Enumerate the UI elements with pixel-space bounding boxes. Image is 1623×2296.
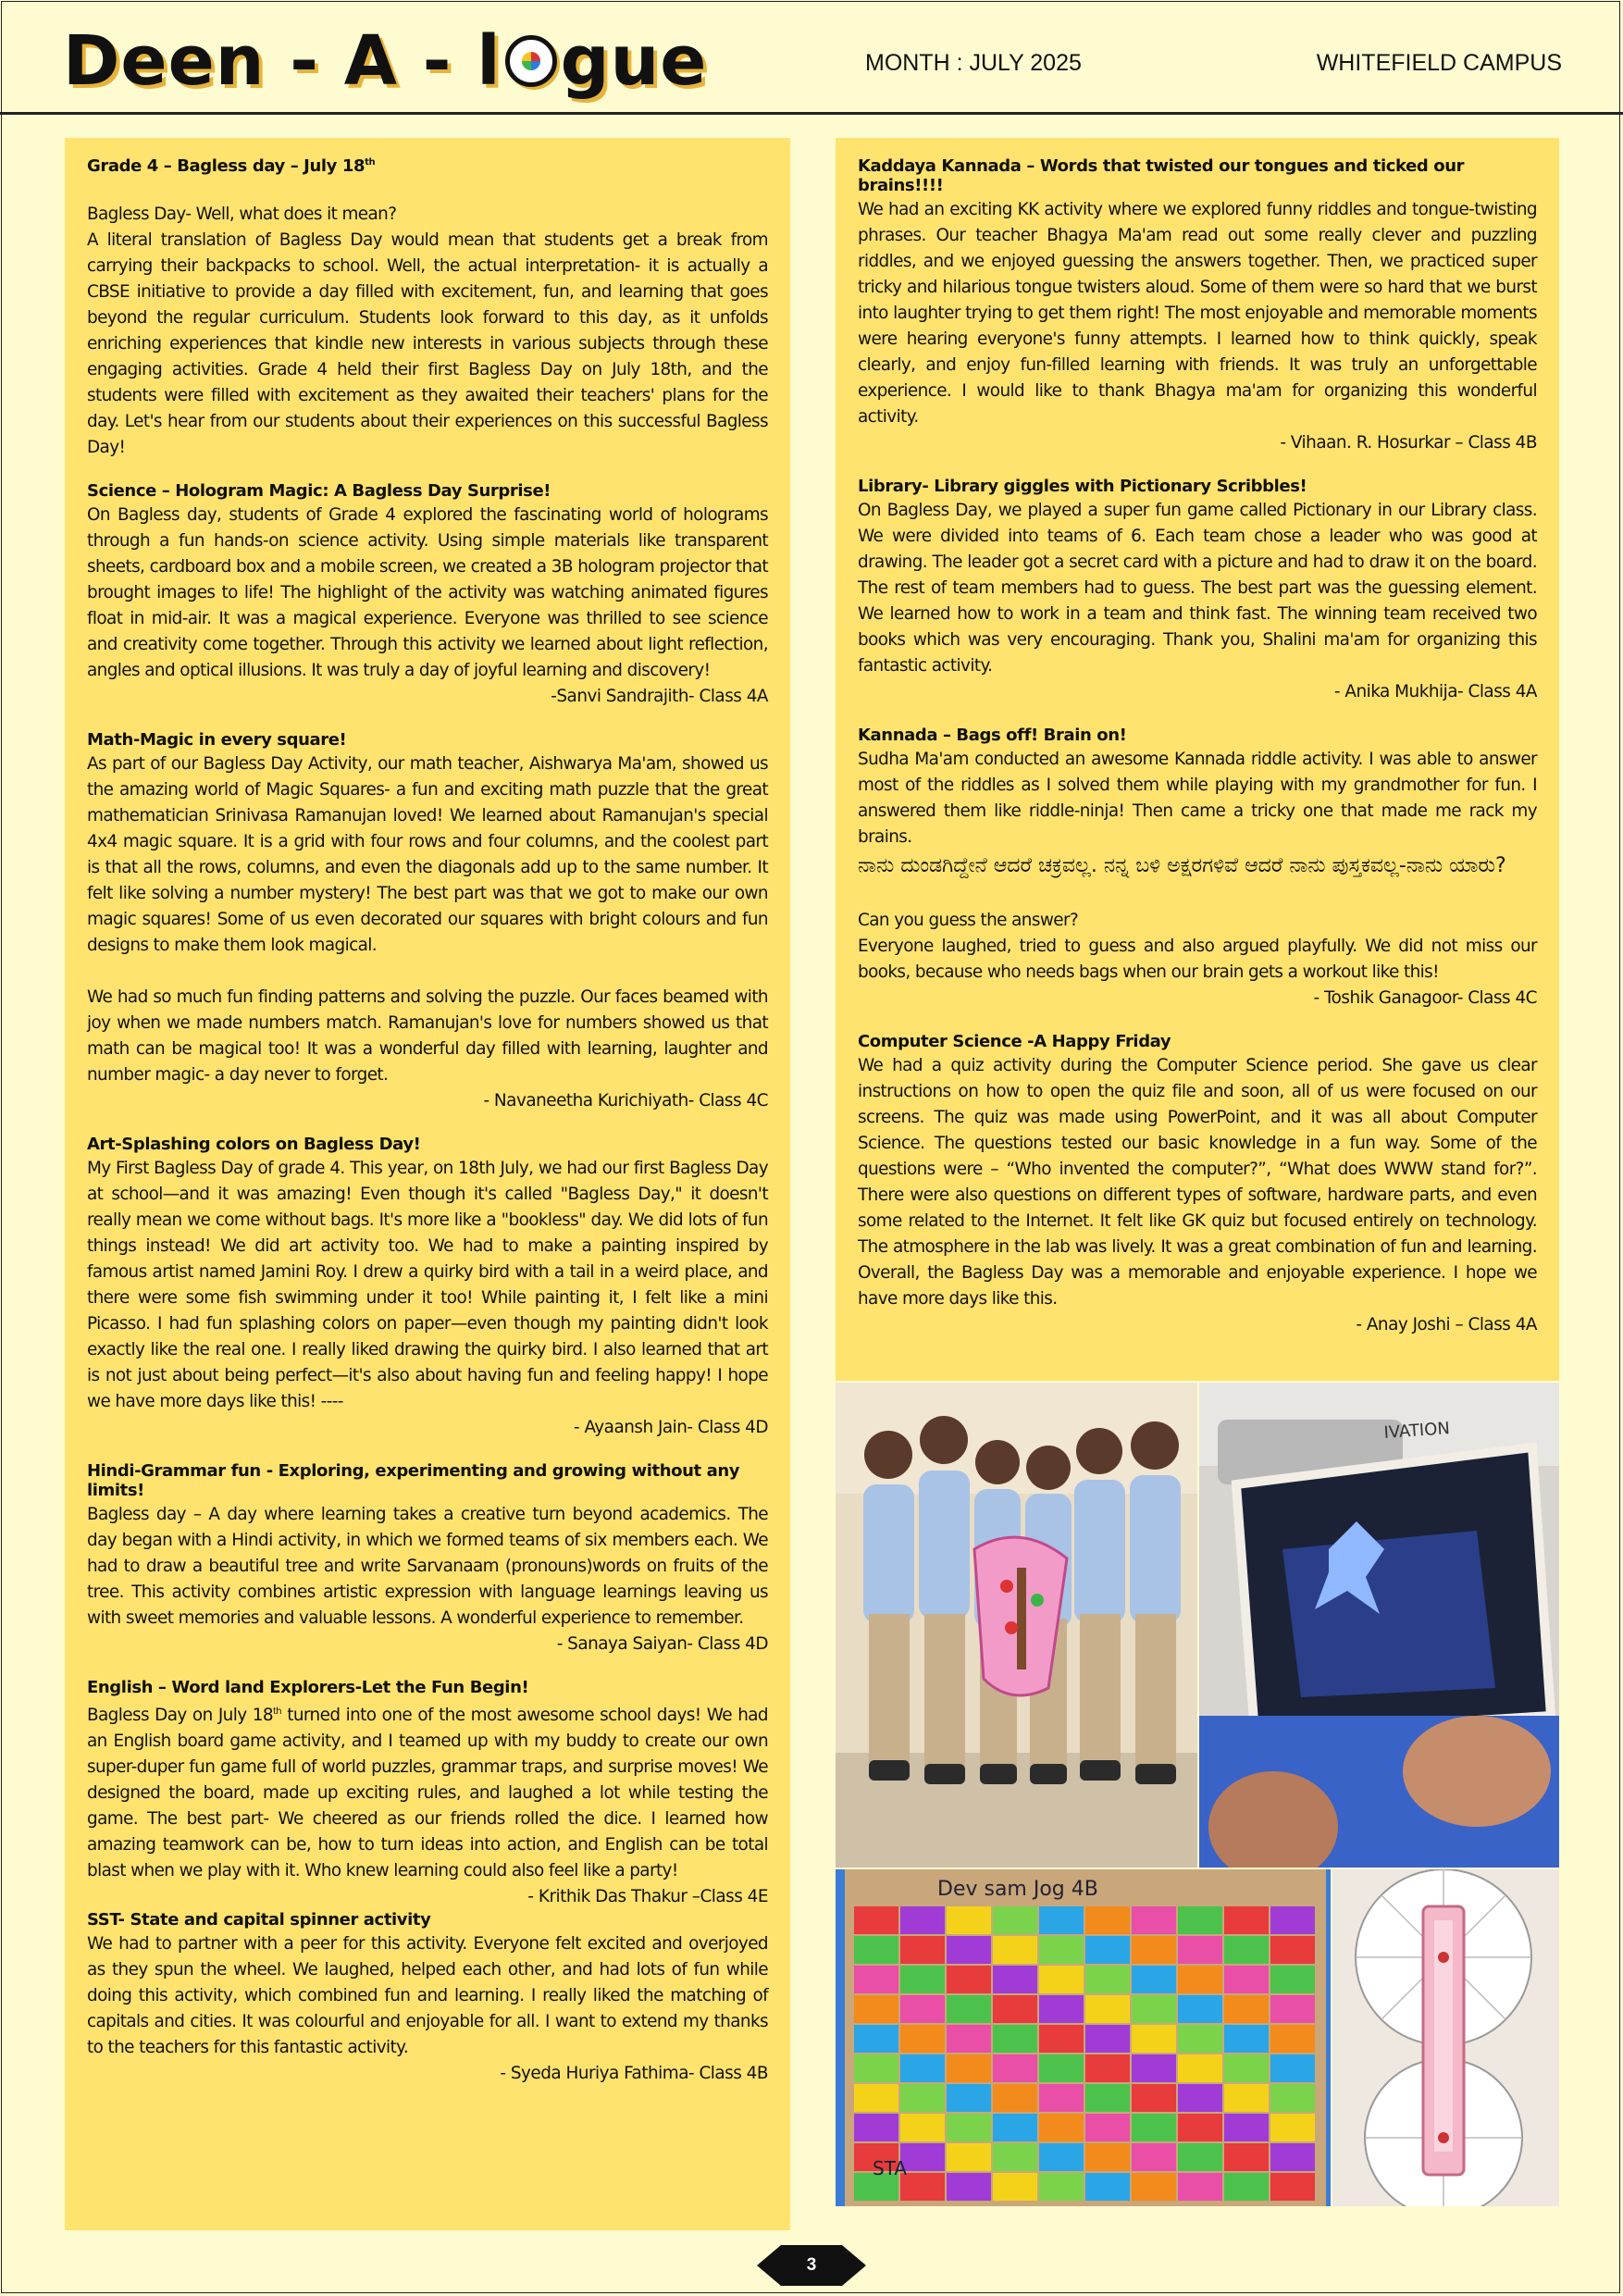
board-square: [947, 1995, 991, 2023]
board-square: [854, 1936, 898, 1964]
board-square: [1178, 1936, 1222, 1964]
board-square: [900, 1936, 945, 1964]
article-author: - Anay Joshi – Class 4A: [1356, 1315, 1537, 1334]
board-square: [900, 2173, 945, 2201]
board-square: [947, 2054, 991, 2082]
board-square: [1039, 2143, 1084, 2171]
article-body: Bagless Day on July 18th turned into one of the most awesome school days! We had an English board game activity, and I teamed up with my buddy to create our own super-duper fun game full of world puzzles, grammar traps, and surprise moves! We designed the board, made up exciting rules, and laughed a lot while testing the game. The best part- We cheered as our friends rolled the dice. I learned how amazing teamwork can be, how to turn ideas into action, and English can be total blast when we play with it. Who knew learning could also feel like a party!: [87, 1706, 769, 1881]
article-computer-science: [858, 1032, 1537, 1338]
article-kaddaya-kannada: [858, 156, 1537, 456]
board-square: [1039, 2173, 1084, 2201]
board-square: [854, 1966, 898, 1993]
board-square: [993, 2143, 1037, 2171]
photo-capital-spinner: [1332, 1869, 1559, 2206]
board-square: [1085, 2114, 1130, 2141]
board-square: [1224, 1906, 1269, 1934]
board-square: [1132, 2054, 1176, 2082]
article-hindi: [87, 1461, 768, 1657]
article-title: English – Word land Explorers-Let the Fun Begin!: [87, 1678, 529, 1697]
board-square: [993, 1966, 1037, 1993]
board-square: [993, 1995, 1037, 2023]
board-square: [900, 1966, 945, 1993]
article-body: My First Bagless Day of grade 4. This year, on 18th July, we had our first Bagless Day at school—and it was amazing! Even though it's called "Bagless Day," it doesn't really mean we come without bags. It's more like a "bookless" day. We did lots of fun things instead! We did art activity too. We had to make a painting inspired by famous artist named Jamini Roy. I drew a quirky bird with a tail in a weird place, and there were some fish swimming under it too! While painting it, I felt like a mini Picasso. I had fun splashing colors on paper—even though my painting didn't look exactly like the real one. I really liked drawing the quirky bird. I also learned that art is not just about being perfect—it's also about having fun and feeling happy! I hope we have more days like this! ----: [87, 1159, 768, 1411]
article-author: - Syeda Huriya Fathima- Class 4B: [500, 2064, 768, 2084]
board-square: [947, 2114, 991, 2141]
board-square: [1270, 2173, 1315, 2201]
board-square: [900, 2025, 945, 2053]
board-title: Dev sam Jog 4B: [937, 1878, 1098, 1901]
board-square: [854, 1995, 898, 2023]
board-square: [900, 2114, 945, 2141]
board-square: [1132, 1966, 1176, 1993]
photo-collage: [836, 1383, 1559, 2206]
article-author: - Krithik Das Thakur –Class 4E: [527, 1887, 768, 1907]
article-body: On Bagless Day, we played a super fun game called Pictionary in our Library class. We were divided into teams of 6. Each team chose a leader who was good at drawing. The leader got a secret card with a picture and had to draw it on the board. The rest of team members had to guess. The best part was the guessing element. We learned how to work in a team and think fast. The winning team received two books which was very encouraging. Thank you, Shalini ma'am for organizing this fantastic activity.: [858, 501, 1537, 676]
board-square: [1085, 2084, 1130, 2112]
article-body: On Bagless day, students of Grade 4 explored the fascinating world of holograms through a fun hands-on science activity. Using simple materials like transparent sheets, cardboard box and a mobile screen, we created a 3B hologram projector that brought images to life! The highlight of the activity was watching animated figures float in mid-air. It was a magical experience. Everyone was thrilled to see science and creativity come together. Through this activity we learned about light reflection, angles and optical illusions. It was truly a day of joyful learning and discovery!: [87, 505, 768, 680]
board-square: [1132, 1906, 1176, 1934]
article-title: SST- State and capital spinner activity: [87, 1910, 431, 1930]
right-column: [836, 138, 1559, 1381]
board-square: [1224, 2173, 1269, 2201]
article-author: -Sanvi Sandrajith- Class 4A: [551, 687, 768, 706]
board-square: [1178, 2114, 1222, 2141]
board-square: [1039, 1906, 1084, 1934]
board-square: [1132, 2084, 1176, 2112]
board-square: [1132, 1936, 1176, 1964]
article-intro: [87, 156, 768, 461]
left-column: [65, 138, 790, 2230]
article-lead: Bagless Day- Well, what does it mean?: [87, 205, 397, 224]
article-title: Library- Library giggles with Pictionary Scribbles!: [858, 477, 1307, 496]
board-square: [1270, 1936, 1315, 1964]
board-square: [1178, 2173, 1222, 2201]
board-square: [854, 1906, 898, 1934]
article-author: - Ayaansh Jain- Class 4D: [573, 1418, 768, 1437]
board-square: [1039, 2054, 1084, 2082]
article-author: - Sanaya Saiyan- Class 4D: [556, 1634, 768, 1654]
article-body: Everyone laughed, tried to guess and also argued playfully. We did not miss our books, because who needs bags when our brain gets a workout like this!: [858, 937, 1537, 982]
article-art: [87, 1135, 768, 1441]
board-square: [1178, 1995, 1222, 2023]
board-square: [1270, 2084, 1315, 2112]
article-author: - Navaneetha Kurichiyath- Class 4C: [483, 1091, 768, 1111]
board-square: [1085, 2143, 1130, 2171]
article-sst: [87, 1910, 768, 2087]
article-library: [858, 477, 1537, 705]
board-square: [1224, 2025, 1269, 2053]
board-square: [900, 2054, 945, 2082]
board-square: [947, 1966, 991, 1993]
board-square: [1085, 1966, 1130, 1993]
school-emblem-icon: [505, 35, 557, 87]
newsletter-logo: [63, 17, 707, 105]
article-math: [87, 730, 768, 1114]
board-square: [1039, 2084, 1084, 2112]
board-square: [1224, 1936, 1269, 1964]
article-body: We had an exciting KK activity where we explored funny riddles and tongue-twisting phrases. Our teacher Bhagya Ma'am read out some really clever and puzzling riddles, and we enjoyed guessing the answers together. Then, we practiced super tricky and hilarious tongue twisters aloud. Some of them were so hard that we burst into laughter trying to get them right! The most enjoyable and memorable moments were hearing everyone's funny attempts. I learned how to think quickly, speak clearly, and enjoy fun-filled learning with friends. It was truly an unforgettable experience. I would like to thank Bhagya ma'am for organizing this wonderful activity.: [858, 200, 1537, 427]
board-square: [1039, 1995, 1084, 2023]
article-title: Math-Magic in every square!: [87, 730, 347, 750]
board-square: [993, 1936, 1037, 1964]
board-square: [1224, 2143, 1269, 2171]
board-square: [1132, 2025, 1176, 2053]
board-square: [1085, 2173, 1130, 2201]
board-square: [1039, 2114, 1084, 2141]
logo-text-end: gue: [560, 21, 708, 101]
article-title: Hindi-Grammar fun - Exploring, experimenting and growing without any limits!: [87, 1461, 740, 1500]
article-title: Science – Hologram Magic: A Bagless Day Surprise!: [87, 481, 551, 501]
campus-name: WHITEFIELD CAMPUS: [1316, 50, 1562, 76]
logo-text-start: Deen - A - l: [63, 21, 502, 101]
article-author: - Anika Mukhija- Class 4A: [1333, 682, 1537, 701]
board-square: [1132, 1995, 1176, 2023]
riddle-question: Can you guess the answer?: [858, 911, 1079, 930]
board-square: [1270, 2114, 1315, 2141]
board-square: [1132, 2173, 1176, 2201]
board-square: [1270, 2054, 1315, 2082]
board-square: [1085, 2025, 1130, 2053]
board-square: [993, 2173, 1037, 2201]
board-square: [1178, 2054, 1222, 2082]
article-author: - Toshik Ganagoor- Class 4C: [1313, 988, 1537, 1008]
board-square: [947, 1936, 991, 1964]
article-body: Bagless day – A day where learning takes a creative turn beyond academics. The day began with a Hindi activity, in which we formed teams of six members each. We had to draw a beautiful tree and write Sarvanaam (pronouns)words on fruits of the tree. This activity combines artistic expression with language learnings leaving us with sweet memories and valuable lessons. A wonderful experience to remember.: [87, 1505, 768, 1628]
board-square: [1270, 2025, 1315, 2053]
board-square: [1270, 2143, 1315, 2171]
article-body: We had to partner with a peer for this activity. Everyone felt excited and overjoyed as they spun the wheel. We laughed, helped each other, and had lots of fun while doing this activity, which combined fun and learning. I really liked the matching of capitals and cities. It was colourful and enjoyable for all. I want to extend my thanks to the teachers for this fantastic activity.: [87, 1934, 768, 2058]
board-square: [1178, 2084, 1222, 2112]
page-number: 3: [806, 2255, 817, 2275]
board-square: [1178, 2025, 1222, 2053]
board-square: [993, 2084, 1037, 2112]
board-square: [1085, 1906, 1130, 1934]
board-square: [1039, 1966, 1084, 1993]
board-square: [947, 2084, 991, 2112]
board-square: [1039, 2025, 1084, 2053]
board-square: [900, 2084, 945, 2112]
article-title: Computer Science -A Happy Friday: [858, 1032, 1171, 1051]
board-square: [993, 1906, 1037, 1934]
board-square: [1085, 2054, 1130, 2082]
board-start-label: STA: [873, 2157, 908, 2179]
masthead: [0, 0, 1623, 115]
board-square: [854, 2054, 898, 2082]
board-square: [1224, 1995, 1269, 2023]
board-square: [1132, 2114, 1176, 2141]
article-author: - Vihaan. R. Hosurkar – Class 4B: [1280, 433, 1537, 453]
board-square: [1178, 1906, 1222, 1934]
article-body: We had a quiz activity during the Computer Science period. She gave us clear instructions on how to open the quiz file and soon, all of us were focused on our screens. The quiz was made using PowerPoint, and it was all about Computer Science. The questions tested our basic knowledge in a fun way. Some of the questions were – “Who invented the computer?”, “What does WWW stand for?”. There were also questions on different types of software, hardware parts, and even some related to the Internet. It felt like GK quiz but focused entirely on technology. The atmosphere in the lab was lively. It was a great combination of fun and learning. Overall, the Bagless Day was a memorable and enjoyable experience. I hope we have more days like this.: [858, 1056, 1537, 1309]
article-english: [87, 1678, 768, 1910]
board-square: [1224, 2054, 1269, 2082]
article-title: Grade 4 – Bagless day – July 18th: [87, 156, 376, 176]
board-square: [1178, 2143, 1222, 2171]
board-square: [1085, 1936, 1130, 1964]
board-square: [1270, 1995, 1315, 2023]
board-square: [900, 2143, 945, 2171]
photo-hologram-projector: [1199, 1383, 1559, 1868]
article-body: As part of our Bagless Day Activity, our math teacher, Aishwarya Ma'am, showed us the amazing world of Magic Squares- a fun and exciting math puzzle that the great mathematician Srinivasa Ramanujan loved! We learned about Ramanujan's special 4x4 magic square. It is a grid with four rows and four columns, and the coolest part is that all the rows, columns, and even the diagonals add up to the same number. It felt like solving a number mystery! The best part was that we got to make our own magic squares! Some of us even decorated our squares with bright colours and fun designs to make them look magical.: [87, 754, 768, 955]
box-label: IVATION: [1382, 1419, 1451, 1443]
board-square: [1178, 1966, 1222, 1993]
article-title: Art-Splashing colors on Bagless Day!: [87, 1135, 421, 1154]
board-square: [947, 2173, 991, 2201]
board-square: [854, 2025, 898, 2053]
page-number-badge: [757, 2245, 866, 2286]
article-body: Sudha Ma'am conducted an awesome Kannada riddle activity. I was able to answer most of the riddles as I solved them while playing with my grandmother for fun. I answered them like riddle-ninja! Then came a tricky one that made me rack my brains.: [858, 750, 1537, 847]
article-body: A literal translation of Bagless Day would mean that students get a break from carrying their backpacks to school. Well, the actual interpretation- it is actually a CBSE initiative to provide a day filled with excitement, fun, and learning that goes beyond the regular curriculum. Students look forward to this day, as it unfolds enriching experiences that kindle new interests in various subjects through these engaging activities. Grade 4 held their first Bagless Day on July 18th, and the students were filled with excitement as they awaited their teachers' plans for the day. Let's hear from our students about their experiences on this successful Bagless Day!: [87, 230, 768, 457]
board-square: [1224, 2114, 1269, 2141]
board-square: [993, 2054, 1037, 2082]
photo-students-with-painting: [836, 1383, 1197, 1868]
board-square: [993, 2114, 1037, 2141]
board-square: [993, 2025, 1037, 2053]
board-square: [854, 2084, 898, 2112]
board-square: [947, 2025, 991, 2053]
board-square: [947, 2143, 991, 2171]
board-square: [947, 1906, 991, 1934]
article-body: We had so much fun finding patterns and solving the puzzle. Our faces beamed with joy when we made numbers match. Ramanujan's love for numbers showed us that math can be magical too! It was a wonderful day filled with learning, laughter and number magic- a day never to forget.: [87, 987, 768, 1085]
article-kannada: [858, 726, 1537, 1011]
board-square: [900, 1906, 945, 1934]
board-square: [1132, 2143, 1176, 2171]
photo-board-game: [836, 1869, 1331, 2206]
article-science: [87, 481, 768, 710]
board-square: [1039, 1936, 1084, 1964]
board-square: [1224, 2084, 1269, 2112]
issue-month: MONTH : JULY 2025: [865, 50, 1082, 76]
article-title: Kaddaya Kannada – Words that twisted our tongues and ticked our brains!!!!: [858, 156, 1465, 195]
board-square: [1224, 1966, 1269, 1993]
kannada-riddle: ನಾನು ದುಂಡಗಿದ್ದೇನೆ ಆದರೆ ಚಕ್ರವಲ್ಲ. ನನ್ನ ಬಳಿ ಅಕ್ಷರಗಳಿವೆ ಆದರೆ ನಾನು ಪುಸ್ತಕವಲ್ಲ-ನಾನು ಯಾರು?: [858, 854, 1506, 877]
board-square: [1270, 1906, 1315, 1934]
article-title: Kannada – Bags off! Brain on!: [858, 726, 1127, 745]
board-square: [1085, 1995, 1130, 2023]
board-square: [900, 1995, 945, 2023]
board-square: [1270, 1966, 1315, 1993]
board-square: [854, 2114, 898, 2141]
